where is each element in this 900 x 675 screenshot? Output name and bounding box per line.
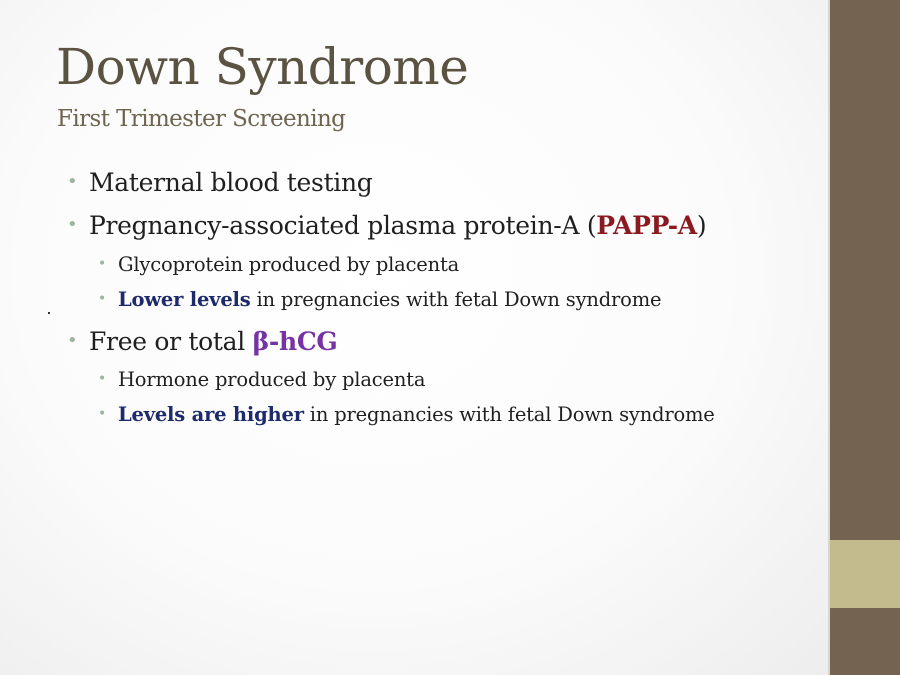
bullet-beta-hcg <box>67 327 338 356</box>
subbullet-hormone <box>98 368 426 391</box>
subbullet-text: Hormone produced by placenta <box>118 368 426 391</box>
bullet-dot-icon: • <box>67 171 78 192</box>
theme-sidebar-accent <box>830 540 900 608</box>
subbullet-dot-icon: • <box>98 291 107 307</box>
bullet-text-prefix: Pregnancy-associated plasma protein-A ( <box>89 211 597 240</box>
subbullet-text: Glycoprotein produced by placenta <box>118 253 460 276</box>
subbullet-glycoprotein <box>98 253 460 276</box>
subbullet-dot-icon: • <box>98 406 107 422</box>
subbullet-text: in pregnancies with fetal Down syndrome <box>250 288 662 311</box>
slide-title: Down Syndrome <box>56 38 469 96</box>
bullet-maternal-blood-testing <box>67 168 373 197</box>
papp-a-highlight: PAPP-A <box>596 211 697 240</box>
bullet-text: Maternal blood testing <box>89 168 373 197</box>
bullet-text-suffix: ) <box>696 211 707 240</box>
bullet-dot-icon: • <box>67 330 78 351</box>
stray-mark <box>48 312 50 314</box>
lower-levels-emphasis: Lower levels <box>118 288 251 311</box>
bullet-text-prefix: Free or total <box>89 327 253 356</box>
subbullet-lower-levels <box>98 288 662 311</box>
subbullet-text: in pregnancies with fetal Down syndrome <box>303 403 715 426</box>
slide-subtitle: First Trimester Screening <box>57 106 346 132</box>
subbullet-dot-icon: • <box>98 256 107 272</box>
bullet-papp-a <box>67 211 707 240</box>
levels-higher-emphasis: Levels are higher <box>118 403 304 426</box>
subbullet-dot-icon: • <box>98 371 107 387</box>
bullet-dot-icon: • <box>67 214 78 235</box>
beta-hcg-highlight: β-hCG <box>252 327 338 356</box>
subbullet-levels-higher <box>98 403 715 426</box>
